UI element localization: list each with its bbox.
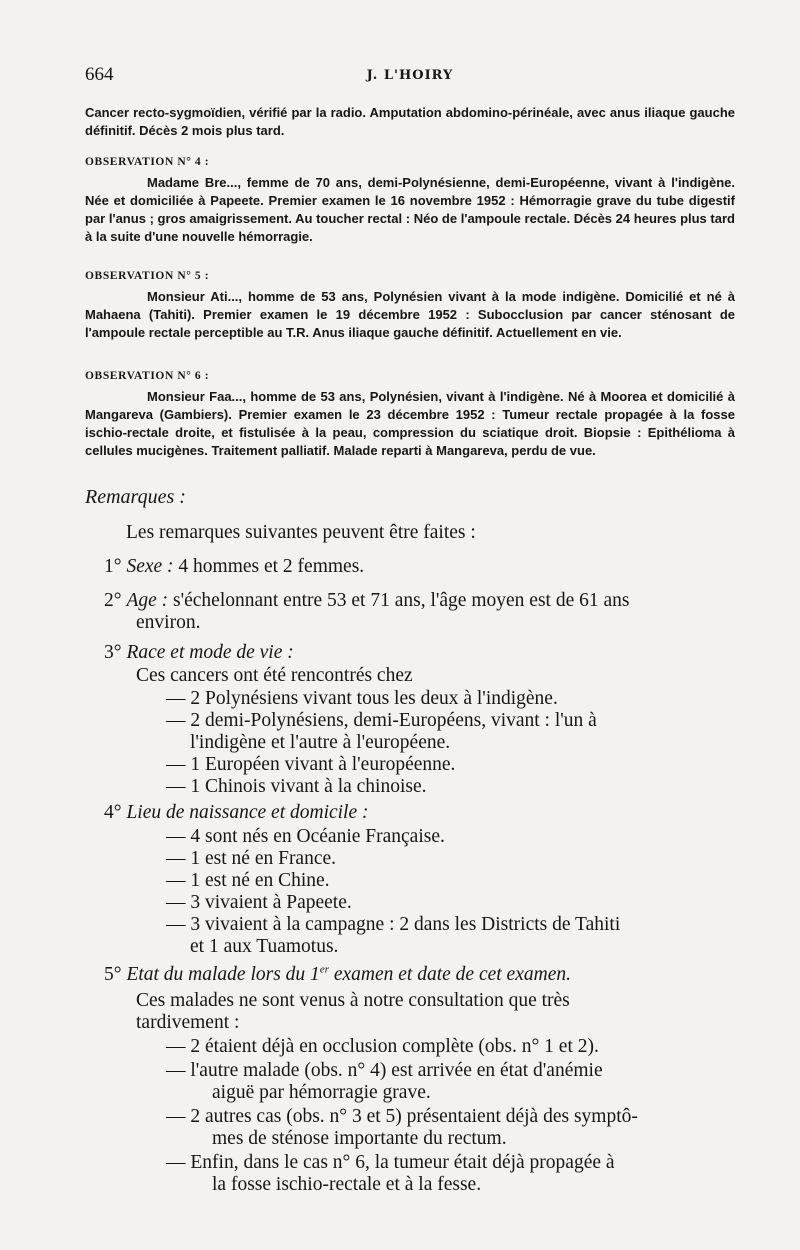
observation-4-title: OBSERVATION N° 4 : [85,156,210,168]
running-head: J. L'HOIRY [366,68,454,83]
item-4-bullet-cont: et 1 aux Tuamotus. [190,936,339,957]
observation-4-text: Madame Bre..., femme de 70 ans, demi-Polynésienne, demi-Européenne, vivant à l'indigène. Née et domiciliée à Papeete. Premier examen le 16 novembre 1952 : Hémorragie grave du tube digestif par l'anus ; gros amaigrissement. Au toucher rectal : Néo de l'ampoule rectale. Décès 24 heures plus tard à la suite d'une nouvelle hémorragie. [85,175,735,244]
item-3-bullet: — 1 Européen vivant à l'européenne. [166,754,456,775]
item-4-bullet: — 4 sont nés en Océanie Française. [166,826,445,847]
item-5-bullet-cont: mes de sténose importante du rectum. [212,1128,507,1149]
page-number: 664 [85,64,114,85]
item-5-bullet: — 2 étaient déjà en occlusion complète (obs. n° 1 et 2). [166,1036,599,1057]
intro-paragraph: Cancer recto-sygmoïdien, vérifié par la radio. Amputation abdomino-périnéale, avec anus iliaque gauche définitif. Décès 2 mois plus tard. [85,105,735,138]
item-5-sub2: tardivement : [136,1012,240,1033]
item-3-bullet: — 1 Chinois vivant à la chinoise. [166,776,427,797]
item-5-sub: Ces malades ne sont venus à notre consultation que très [136,990,570,1011]
observation-6-title: OBSERVATION N° 6 : [85,370,210,382]
item-4-bullet: — 3 vivaient à Papeete. [166,892,352,913]
item-1: 1° Sexe : 4 hommes et 2 femmes. [104,556,365,577]
item-3-bullet: — 2 demi-Polynésiens, demi-Européens, vivant : l'un à [166,710,597,731]
remarques-intro: Les remarques suivantes peuvent être faites : [126,522,476,543]
item-5-bullet-cont: la fosse ischio-rectale et à la fesse. [212,1174,482,1195]
observation-5-title: OBSERVATION N° 5 : [85,270,210,282]
item-5: 5° Etat du malade lors du 1er examen et date de cet examen. [104,963,571,985]
item-2-cont: environ. [136,612,201,633]
item-5-bullet: — Enfin, dans le cas n° 6, la tumeur était déjà propagée à [166,1152,615,1173]
observation-5-text: Monsieur Ati..., homme de 53 ans, Polynésien vivant à la mode indigène. Domicilié et né à Mahaena (Tahiti). Premier examen le 19 décembre 1952 : Subocclusion par cancer sténosant de l'ampoule rectale perceptible au T.R. Anus iliaque gauche définitif. Actuellement en vie. [85,289,735,340]
item-4-bullet: — 3 vivaient à la campagne : 2 dans les Districts de Tahiti [166,914,621,935]
observation-6-text: Monsieur Faa..., homme de 53 ans, Polynésien, vivant à l'indigène. Né à Moorea et domicilié à Mangareva (Gambiers). Premier examen le 23 décembre 1952 : Tumeur rectale propagée à la fosse ischio-rectale droite, et fistulisée à la peau, compression du sciatique droit. Biopsie : Epithélioma à cellules mucigènes. Traitement palliatif. Malade reparti à Mangareva, perdu de vue. [85,389,735,458]
item-3: 3° Race et mode de vie : [104,642,294,663]
remarques-heading: Remarques : [85,486,186,508]
item-3-sub: Ces cancers ont été rencontrés chez [136,665,413,686]
item-2: 2° Age : s'échelonnant entre 53 et 71 ans, l'âge moyen est de 61 ans [104,590,630,611]
item-5-bullet-cont: aiguë par hémorragie grave. [212,1082,431,1103]
item-3-bullet: — 2 Polynésiens vivant tous les deux à l'indigène. [166,688,558,709]
item-4-bullet: — 1 est né en Chine. [166,870,330,891]
page-header [85,64,735,88]
item-3-bullet-cont: l'indigène et l'autre à l'européene. [190,732,451,753]
item-4-bullet: — 1 est né en France. [166,848,337,869]
item-4: 4° Lieu de naissance et domicile : [104,802,369,823]
item-5-bullet: — 2 autres cas (obs. n° 3 et 5) présentaient déjà des symptô- [166,1106,638,1127]
item-5-bullet: — l'autre malade (obs. n° 4) est arrivée en état d'anémie [166,1060,603,1081]
